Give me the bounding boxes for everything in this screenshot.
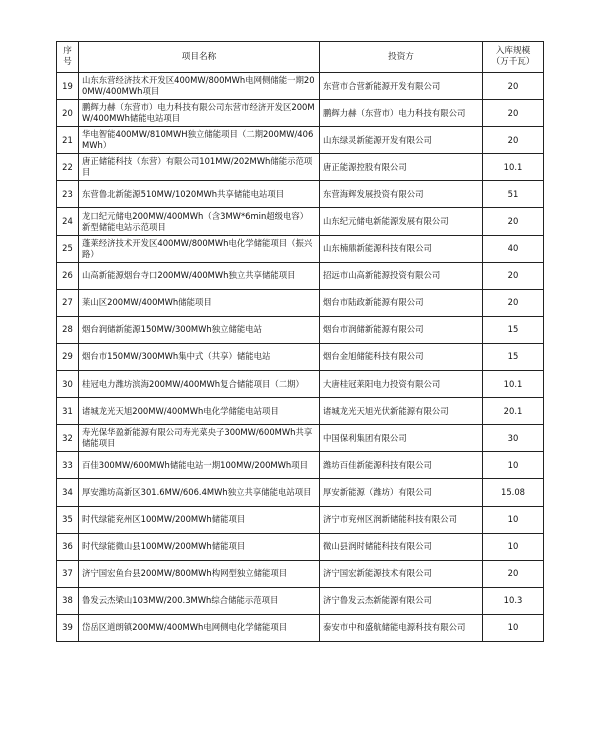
table-row (57, 127, 544, 154)
capacity-cell: 15.08 (483, 479, 544, 506)
investor-cell: 山东纪元储电新能源发展有限公司 (320, 208, 483, 235)
row-number-cell: 30 (57, 371, 79, 398)
row-number-cell: 37 (57, 560, 79, 587)
row-number-cell: 35 (57, 506, 79, 533)
project-name-cell: 诸城龙光天旭200MW/400MWh电化学储能电站项目 (79, 398, 320, 425)
table-row (57, 262, 544, 289)
capacity-cell: 10 (483, 533, 544, 560)
capacity-cell: 20.1 (483, 398, 544, 425)
header-investor: 投资方 (320, 42, 483, 73)
investor-cell: 鹏辉力赫（东营市）电力科技有限公司 (320, 100, 483, 127)
capacity-cell: 10.1 (483, 371, 544, 398)
energy-storage-project-table (56, 41, 544, 642)
investor-cell: 东营市合营新能源开发有限公司 (320, 73, 483, 100)
table-row (57, 560, 544, 587)
row-number-cell: 20 (57, 100, 79, 127)
row-number-cell: 31 (57, 398, 79, 425)
capacity-cell: 20 (483, 560, 544, 587)
project-name-cell: 唐正储能科技（东营）有限公司101MW/202MWh储能示范项目 (79, 154, 320, 181)
row-number-cell: 25 (57, 235, 79, 262)
capacity-cell: 30 (483, 425, 544, 452)
row-number-cell: 24 (57, 208, 79, 235)
table-row (57, 479, 544, 506)
row-number-cell: 23 (57, 181, 79, 208)
row-number-cell: 28 (57, 316, 79, 343)
investor-cell: 山东绿灵新能源开发有限公司 (320, 127, 483, 154)
table-row (57, 533, 544, 560)
table-row (57, 181, 544, 208)
table-row (57, 154, 544, 181)
investor-cell: 微山县润时储能科技有限公司 (320, 533, 483, 560)
row-number-cell: 19 (57, 73, 79, 100)
row-number-cell: 39 (57, 614, 79, 641)
row-number-cell: 22 (57, 154, 79, 181)
table-row (57, 452, 544, 479)
table-body (57, 73, 544, 642)
row-number-cell: 26 (57, 262, 79, 289)
project-name-cell: 烟台润储新能源150MW/300MWh独立储能电站 (79, 316, 320, 343)
table-row (57, 73, 544, 100)
table-row (57, 100, 544, 127)
investor-cell: 诸城龙光天旭光伏新能源有限公司 (320, 398, 483, 425)
capacity-cell: 10.3 (483, 587, 544, 614)
project-name-cell: 岱岳区道朗镇200MW/400MWh电网侧电化学储能项目 (79, 614, 320, 641)
capacity-cell: 10.1 (483, 154, 544, 181)
table-row (57, 614, 544, 641)
capacity-cell: 20 (483, 73, 544, 100)
capacity-cell: 10 (483, 506, 544, 533)
investor-cell: 烟台市陆政新能源有限公司 (320, 289, 483, 316)
table-row (57, 425, 544, 452)
header-project-name: 项目名称 (79, 42, 320, 73)
table-row (57, 506, 544, 533)
table-row (57, 208, 544, 235)
capacity-cell: 15 (483, 343, 544, 370)
row-number-cell: 32 (57, 425, 79, 452)
investor-cell: 潍坊百佳新能源科技有限公司 (320, 452, 483, 479)
capacity-cell: 20 (483, 289, 544, 316)
project-name-cell: 烟台市150MW/300MWh集中式（共享）储能电站 (79, 343, 320, 370)
capacity-cell: 20 (483, 127, 544, 154)
capacity-cell: 20 (483, 208, 544, 235)
project-name-cell: 东营鲁北新能源510MW/1020MWh共享储能电站项目 (79, 181, 320, 208)
project-name-cell: 鲁发云杰梁山103MW/200.3MWh综合储能示范项目 (79, 587, 320, 614)
investor-cell: 厚安新能源（潍坊）有限公司 (320, 479, 483, 506)
capacity-cell: 40 (483, 235, 544, 262)
row-number-cell: 36 (57, 533, 79, 560)
table-row (57, 371, 544, 398)
project-name-cell: 时代绿能兖州区100MW/200MWh储能项目 (79, 506, 320, 533)
capacity-cell: 15 (483, 316, 544, 343)
investor-cell: 中国保利集团有限公司 (320, 425, 483, 452)
header-row (57, 42, 544, 73)
investor-cell: 招远市山高新能源投资有限公司 (320, 262, 483, 289)
investor-cell: 济宁国宏新能源技术有限公司 (320, 560, 483, 587)
project-name-cell: 龙口纪元储电200MW/400MWh（含3MW*6min超级电容）新型储能电站示范项目 (79, 208, 320, 235)
project-name-cell: 时代绿能微山县100MW/200MWh储能项目 (79, 533, 320, 560)
project-name-cell: 桂冠电力潍坊滨海200MW/400MWh复合储能项目（二期） (79, 371, 320, 398)
project-name-cell: 莱山区200MW/400MWh储能项目 (79, 289, 320, 316)
header-capacity-line1: 入库规模 (495, 46, 531, 56)
project-name-cell: 济宁国宏鱼台县200MW/800MWh构网型独立储能项目 (79, 560, 320, 587)
investor-cell: 泰安市中和盛航储能电源科技有限公司 (320, 614, 483, 641)
header-capacity (483, 42, 544, 73)
investor-cell: 唐正能源控股有限公司 (320, 154, 483, 181)
row-number-cell: 38 (57, 587, 79, 614)
table-row (57, 289, 544, 316)
capacity-cell: 10 (483, 614, 544, 641)
investor-cell: 烟台金旭储能科技有限公司 (320, 343, 483, 370)
table-header (57, 42, 544, 73)
project-name-cell: 山东东营经济技术开发区400MW/800MWh电网侧储能一期200MW/400MWh项目 (79, 73, 320, 100)
project-name-cell: 鹏辉力赫（东营市）电力科技有限公司东营市经济开发区200MW/400MWh储能电站项目 (79, 100, 320, 127)
table-row (57, 587, 544, 614)
project-name-cell: 山高新能源烟台寺口200MW/400MWh独立共享储能项目 (79, 262, 320, 289)
project-name-cell: 寿光保华盈新能源有限公司寿光菜央子300MW/600MWh共享储能项目 (79, 425, 320, 452)
project-name-cell: 蓬莱经济技术开发区400MW/800MWh电化学储能项目（振兴路） (79, 235, 320, 262)
capacity-cell: 20 (483, 100, 544, 127)
table-row (57, 316, 544, 343)
investor-cell: 东营海辉发展投资有限公司 (320, 181, 483, 208)
header-capacity-line2: （万千瓦） (491, 57, 535, 67)
project-name-cell: 百佳300MW/600MWh储能电站一期100MW/200MWh项目 (79, 452, 320, 479)
row-number-cell: 21 (57, 127, 79, 154)
row-number-cell: 29 (57, 343, 79, 370)
table-row (57, 343, 544, 370)
capacity-cell: 20 (483, 262, 544, 289)
capacity-cell: 51 (483, 181, 544, 208)
row-number-cell: 33 (57, 452, 79, 479)
project-name-cell: 厚安潍坊高新区301.6MW/606.4MWh独立共享储能电站项目 (79, 479, 320, 506)
row-number-cell: 27 (57, 289, 79, 316)
investor-cell: 烟台市润储新能源有限公司 (320, 316, 483, 343)
investor-cell: 大唐桂冠莱阳电力投资有限公司 (320, 371, 483, 398)
investor-cell: 济宁市兖州区润新储能科技有限公司 (320, 506, 483, 533)
investor-cell: 山东楠鼎新能源科技有限公司 (320, 235, 483, 262)
investor-cell: 济宁鲁发云杰新能源有限公司 (320, 587, 483, 614)
header-no: 序号 (57, 42, 79, 73)
table-row (57, 398, 544, 425)
row-number-cell: 34 (57, 479, 79, 506)
table-row (57, 235, 544, 262)
project-name-cell: 华电智能400MW/810MWH独立储能项目（二期200MW/406MWh） (79, 127, 320, 154)
capacity-cell: 10 (483, 452, 544, 479)
